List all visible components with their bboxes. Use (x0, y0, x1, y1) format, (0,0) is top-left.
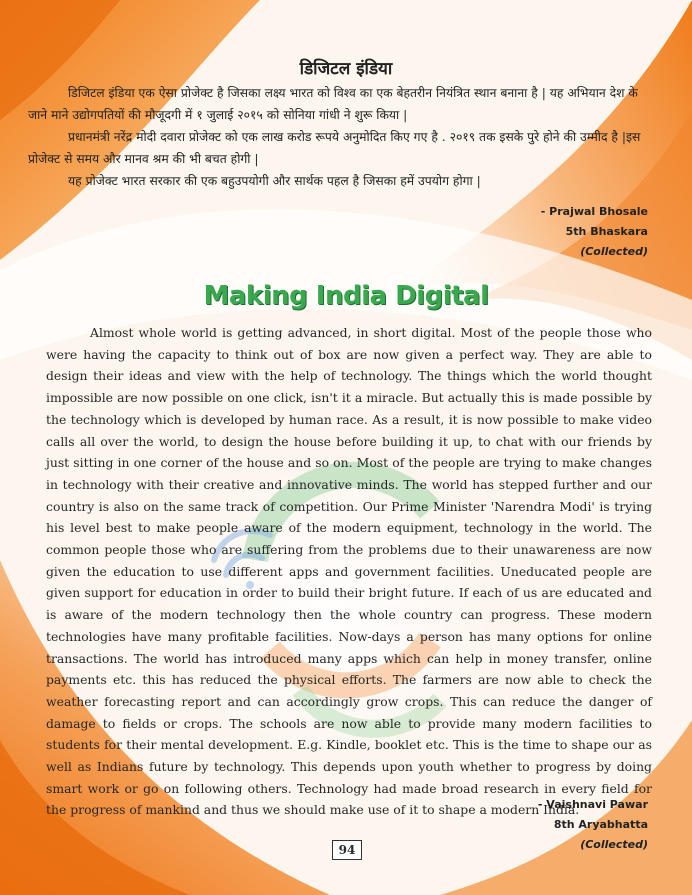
author-class: 5th Bhaskara (565, 225, 648, 238)
hindi-paragraph: यह प्रोजेक्ट भारत सरकार की एक बहुउपयोगी और सार्थक पहल है जिसका हमें उपयोग होगा | (68, 174, 481, 188)
hindi-paragraph: डिजिटल इंडिया एक ऐसा प्रोजेक्ट है जिसका लक्ष्य भारत को विश्व का एक बेहतरीन नियंत्रित स्थान बनाना है | यह अभियान देश के जाने माने उद्योगपतियों की मौजूदगी में १ जुलाई २०१५ को सोनिया गांधी ने शुरू किया | (28, 86, 638, 122)
english-article-credit (538, 795, 648, 855)
collected-note: (Collected) (580, 838, 648, 851)
author-name: - Prajwal Bhosale (540, 205, 648, 218)
page-number: 94 (332, 840, 362, 860)
hindi-article-body (28, 82, 650, 192)
hindi-article-title: डिजिटल इंडिया (299, 59, 393, 79)
hindi-paragraph: प्रधानमंत्री नरेंद्र मोदी दवारा प्रोजेक्ट को एक लाख करोड रूपये अनुमोदित किए गए है . २०१९ तक इसके पुरे होने की उम्मीद है |इस प्रोजेक्ट से समय और मानव श्रम की भी बचत होगी | (28, 130, 641, 166)
english-article-body (46, 322, 652, 821)
english-paragraph: Almost whole world is getting advanced, in short digital. Most of the people those who were having the capacity to think out of box are now given a perfect way. They are able to design their ideas and view with the help of technology. The things which the world thought impossible are now possible on one click, isn't it a miracle. But actually this is made possible by the technology which is developed by human race. As a result, it is now possible to make video calls all over the world, to design the house before building it up, to chat with our friends by just sitting in one corner of the house and so on. Most of the people are trying to make changes in technology with their creative and innovative minds. The world has stepped further and our country is also on the same track of competition. Our Prime Minister 'Narendra Modi' is trying his level best to make people aware of the modern equipment, technology in the world. The common people those who are suffering from the problems due to their unawareness are now given the education to use different apps and government facilities. Uneducated people are given support for education in order to build their bright future. If each of us are educated and is aware of the modern technology then the whole country can progress. These modern technologies have many profitable facilities. Now-days a person has many options for online transactions. The world has introduced many apps which can help in money transfer, online payments etc. this has reduced the physical efforts. The farmers are now able to check the weather forecasting report and can accordingly grow crops. This can reduce the danger of damage to fields or crops. The schools are now able to provide many modern facilities to students for their mental development. E.g. Kindle, booklet etc. This is the time to shape our as well as Indians future by technology. This depends upon youth whether to progress by doing smart work or go on following others. Technology had made broad research in every field for the progress of mankind and thus we should make use of it to shape a modern India. (46, 325, 652, 818)
collected-note: (Collected) (580, 245, 648, 258)
hindi-article-credit (541, 202, 648, 262)
author-name: - Vaishnavi Pawar (537, 798, 648, 811)
author-class: 8th Aryabhatta (553, 818, 648, 831)
english-article-title: Making India Digital (203, 281, 489, 311)
